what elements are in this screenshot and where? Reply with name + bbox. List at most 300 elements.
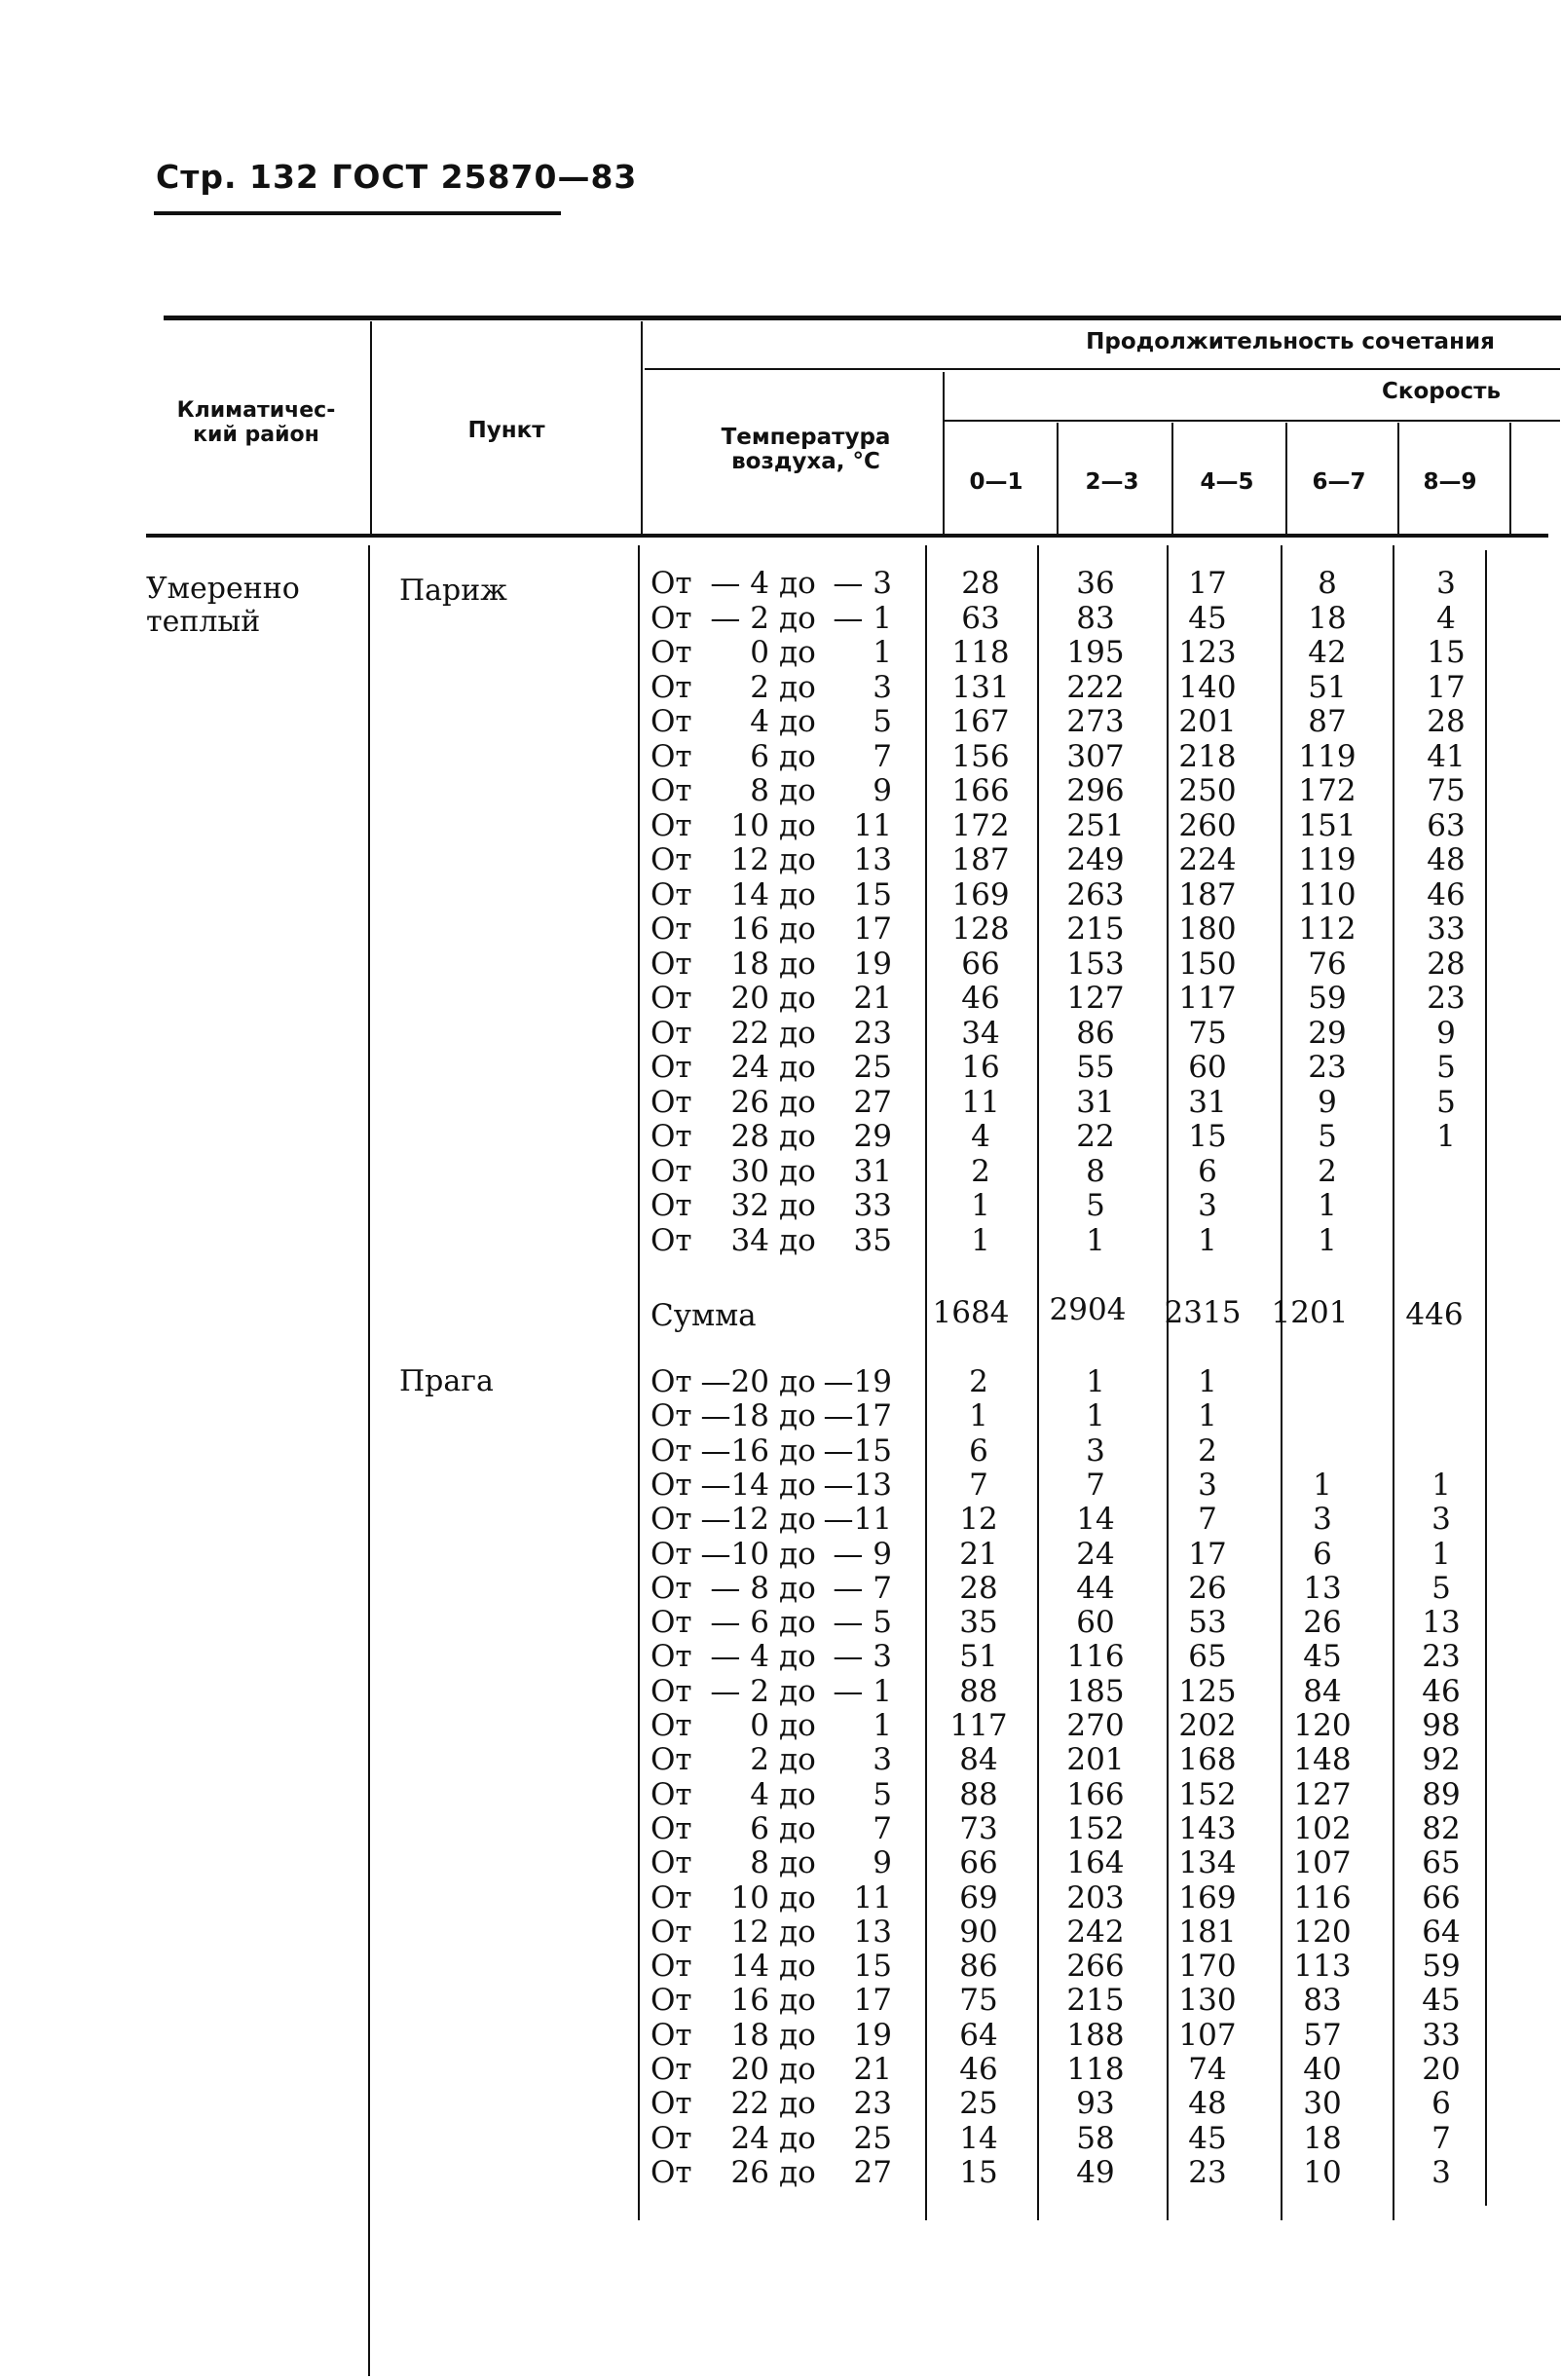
duration-value-speed-2: 260 [1178, 807, 1237, 843]
temp-to-prefix: до [779, 1639, 816, 1675]
table-top-rule [164, 316, 1561, 320]
duration-value-speed-2: 143 [1178, 1810, 1237, 1846]
temp-from-prefix: От [650, 1708, 692, 1743]
duration-value-speed-1: 5 [1086, 1188, 1105, 1223]
temp-from-value: — 6 [710, 1605, 769, 1641]
duration-value-speed-3: 76 [1308, 946, 1347, 982]
duration-value-speed-2: 45 [1188, 2120, 1227, 2156]
speed-col-2: 4—5 [1200, 469, 1254, 495]
duration-value-speed-3: 2 [1318, 1153, 1337, 1189]
temp-to-value: 9 [873, 773, 892, 808]
temp-to-prefix: до [779, 1050, 816, 1085]
duration-value-speed-2: 150 [1178, 946, 1237, 982]
body-divider [368, 545, 370, 2376]
temp-from-value: 26 [730, 1084, 769, 1120]
temp-to-value: — 3 [833, 566, 892, 601]
temp-to-value: — 7 [833, 1570, 892, 1606]
duration-value-speed-4: 33 [1422, 2017, 1461, 2053]
temp-from-value: —16 [700, 1432, 769, 1469]
duration-value-speed-1: 36 [1076, 566, 1115, 601]
duration-value-speed-2: 224 [1178, 842, 1237, 877]
temp-to-value: 3 [873, 1742, 892, 1778]
temp-from-value: 12 [730, 1914, 769, 1950]
temp-from-value: — 2 [710, 1673, 769, 1709]
duration-value-speed-3: 51 [1308, 669, 1347, 705]
sum-value: 1684 [932, 1295, 1010, 1330]
temp-from-value: 4 [750, 704, 769, 739]
temp-to-prefix: до [779, 1810, 816, 1846]
duration-value-speed-0: 28 [961, 566, 1000, 601]
temp-to-value: 15 [853, 1949, 892, 1985]
duration-value-speed-1: 14 [1076, 1502, 1115, 1538]
temp-from-value: 18 [730, 2017, 769, 2053]
duration-value-speed-1: 58 [1076, 2120, 1115, 2156]
duration-value-speed-1: 185 [1066, 1673, 1125, 1709]
duration-value-speed-3: 172 [1298, 773, 1357, 808]
duration-value-speed-0: 34 [961, 1015, 1000, 1051]
duration-value-speed-4: 20 [1422, 2052, 1461, 2087]
temp-to-value: —13 [823, 1467, 892, 1503]
duration-value-speed-0: 28 [959, 1570, 998, 1606]
temp-from-prefix: От [650, 1983, 692, 2019]
temp-from-prefix: От [650, 1845, 692, 1881]
header-divider [1397, 423, 1399, 534]
duration-value-speed-0: 172 [951, 807, 1010, 843]
duration-value-speed-3: 3 [1313, 1502, 1332, 1538]
temp-to-prefix: до [779, 635, 816, 670]
duration-value-speed-0: 88 [959, 1776, 998, 1812]
temp-from-prefix: От [650, 1050, 692, 1085]
duration-value-speed-0: 169 [951, 876, 1010, 912]
temp-to-prefix: до [779, 1673, 816, 1709]
header-divider [1509, 423, 1511, 534]
body-divider [925, 545, 927, 2220]
temp-from-value: — 2 [710, 600, 769, 636]
duration-value-speed-2: 3 [1198, 1467, 1217, 1503]
duration-value-speed-1: 127 [1066, 981, 1125, 1016]
duration-value-speed-4: 3 [1431, 2154, 1451, 2190]
duration-value-speed-3: 120 [1293, 1914, 1352, 1950]
duration-value-speed-1: 249 [1066, 842, 1125, 877]
duration-value-speed-1: 49 [1076, 2154, 1115, 2190]
temp-to-prefix: до [779, 1742, 816, 1778]
duration-value-speed-1: 83 [1076, 600, 1115, 636]
temp-from-prefix: От [650, 566, 692, 601]
duration-value-speed-1: 60 [1076, 1605, 1115, 1641]
temp-to-prefix: до [779, 1949, 816, 1985]
duration-value-speed-3: 116 [1293, 1879, 1352, 1915]
temp-to-prefix: до [779, 2052, 816, 2087]
temp-to-value: — 9 [833, 1536, 892, 1572]
temp-from-prefix: От [650, 704, 692, 739]
duration-value-speed-3: 23 [1308, 1050, 1347, 1085]
duration-value-speed-4: 3 [1431, 1502, 1451, 1538]
duration-value-speed-1: 266 [1066, 1949, 1125, 1985]
temp-to-prefix: до [779, 2017, 816, 2053]
temp-to-prefix: до [779, 1708, 816, 1743]
column-header-region: Климатичес- кий район [176, 398, 336, 447]
duration-value-speed-3: 9 [1318, 1084, 1337, 1120]
duration-value-speed-4: 3 [1436, 566, 1456, 601]
duration-value-speed-1: 22 [1076, 1119, 1115, 1154]
temp-from-prefix: От [650, 1084, 692, 1120]
temp-to-prefix: до [779, 566, 816, 601]
duration-value-speed-1: 93 [1076, 2086, 1115, 2122]
duration-value-speed-0: 131 [951, 669, 1010, 705]
duration-value-speed-2: 31 [1188, 1084, 1227, 1120]
duration-value-speed-3: 8 [1318, 566, 1337, 601]
temp-from-prefix: От [650, 1914, 692, 1950]
duration-value-speed-3: 120 [1293, 1708, 1352, 1743]
duration-value-speed-1: 153 [1066, 946, 1125, 982]
temp-from-value: 12 [730, 842, 769, 877]
temp-to-prefix: до [779, 1845, 816, 1881]
temp-from-prefix: От [650, 1432, 692, 1469]
temp-from-prefix: От [650, 1222, 692, 1258]
duration-value-speed-0: 51 [959, 1639, 998, 1675]
duration-value-speed-4: 92 [1422, 1742, 1461, 1778]
temp-from-value: —20 [700, 1364, 769, 1399]
temp-from-prefix: От [650, 1673, 692, 1709]
temp-from-value: —14 [700, 1467, 769, 1503]
duration-value-speed-4: 1 [1431, 1536, 1451, 1572]
temp-from-prefix: От [650, 2052, 692, 2087]
temp-from-prefix: От [650, 1015, 692, 1051]
duration-value-speed-0: 14 [959, 2120, 998, 2156]
temp-from-prefix: От [650, 635, 692, 670]
duration-value-speed-0: 73 [959, 1810, 998, 1846]
duration-value-speed-1: 152 [1066, 1810, 1125, 1846]
duration-value-speed-0: 2 [969, 1364, 988, 1399]
duration-value-speed-0: 1 [969, 1398, 988, 1434]
temp-from-value: 22 [730, 1015, 769, 1051]
temp-from-prefix: От [650, 1502, 692, 1538]
duration-value-speed-0: 1 [971, 1188, 990, 1223]
duration-value-speed-4: 66 [1422, 1879, 1461, 1915]
temp-from-value: 18 [730, 946, 769, 982]
temp-from-value: 6 [750, 738, 769, 774]
temp-from-prefix: От [650, 1639, 692, 1675]
duration-value-speed-3: 119 [1298, 842, 1357, 877]
duration-value-speed-2: 250 [1178, 773, 1237, 808]
duration-value-speed-1: 31 [1076, 1084, 1115, 1120]
duration-value-speed-0: 117 [949, 1708, 1008, 1743]
duration-value-speed-2: 6 [1198, 1153, 1217, 1189]
temp-to-value: 23 [853, 1015, 892, 1051]
temp-to-prefix: до [779, 600, 816, 636]
sum-value: 2315 [1164, 1295, 1242, 1330]
temp-from-value: 20 [730, 981, 769, 1016]
duration-value-speed-3: 148 [1293, 1742, 1352, 1778]
duration-value-speed-3: 59 [1308, 981, 1347, 1016]
temp-from-value: 0 [750, 1708, 769, 1743]
temp-from-prefix: От [650, 1188, 692, 1223]
duration-value-speed-4: 98 [1422, 1708, 1461, 1743]
duration-group-rule [645, 368, 1560, 370]
temp-from-value: 2 [750, 1742, 769, 1778]
duration-value-speed-4: 9 [1436, 1015, 1456, 1051]
duration-value-speed-2: 45 [1188, 600, 1227, 636]
temp-from-value: 10 [730, 1879, 769, 1915]
duration-value-speed-2: 134 [1178, 1845, 1237, 1881]
temp-to-prefix: до [779, 2086, 816, 2122]
duration-value-speed-1: 270 [1066, 1708, 1125, 1743]
duration-value-speed-3: 29 [1308, 1015, 1347, 1051]
temp-from-value: 14 [730, 876, 769, 912]
duration-value-speed-4: 5 [1431, 1570, 1451, 1606]
temp-to-prefix: до [779, 1084, 816, 1120]
temp-from-prefix: От [650, 773, 692, 808]
temp-to-value: 5 [873, 704, 892, 739]
duration-value-speed-0: 35 [959, 1605, 998, 1641]
temp-to-prefix: до [779, 1879, 816, 1915]
temp-from-value: 6 [750, 1810, 769, 1846]
temp-from-value: — 4 [710, 1639, 769, 1675]
duration-value-speed-4: 6 [1431, 2086, 1451, 2122]
duration-value-speed-0: 187 [951, 842, 1010, 877]
duration-value-speed-2: 168 [1178, 1742, 1237, 1778]
temp-to-prefix: до [779, 1536, 816, 1572]
temp-from-value: —10 [700, 1536, 769, 1572]
temp-to-prefix: до [779, 1432, 816, 1469]
speed-col-4: 8—9 [1423, 469, 1477, 495]
duration-value-speed-3: 112 [1298, 911, 1357, 947]
duration-value-speed-3: 107 [1293, 1845, 1352, 1881]
duration-value-speed-1: 222 [1066, 669, 1125, 705]
temp-to-value: 7 [873, 1810, 892, 1846]
temp-from-value: 24 [730, 2120, 769, 2156]
speed-col-0: 0—1 [969, 469, 1023, 495]
duration-value-speed-3: 102 [1293, 1810, 1352, 1846]
temp-from-prefix: От [650, 911, 692, 947]
temp-from-prefix: От [650, 1776, 692, 1812]
duration-value-speed-0: 11 [961, 1084, 1000, 1120]
duration-value-speed-2: 15 [1188, 1119, 1227, 1154]
body-divider [1037, 545, 1039, 2220]
temp-from-prefix: От [650, 842, 692, 877]
duration-value-speed-1: 116 [1066, 1639, 1125, 1675]
temp-from-value: 22 [730, 2086, 769, 2122]
temp-from-value: 14 [730, 1949, 769, 1985]
temp-to-prefix: до [779, 669, 816, 705]
temp-from-value: 32 [730, 1188, 769, 1223]
duration-value-speed-4: 17 [1427, 669, 1466, 705]
temp-to-value: 27 [853, 1084, 892, 1120]
duration-value-speed-1: 7 [1086, 1467, 1105, 1503]
duration-value-speed-0: 90 [959, 1914, 998, 1950]
temp-to-value: 11 [853, 807, 892, 843]
duration-value-speed-0: 86 [959, 1949, 998, 1985]
temp-to-prefix: до [779, 1153, 816, 1189]
temp-to-value: 13 [853, 842, 892, 877]
temp-to-value: —11 [823, 1502, 892, 1538]
temp-from-value: 10 [730, 807, 769, 843]
duration-value-speed-4: 23 [1427, 981, 1466, 1016]
duration-value-speed-2: 218 [1178, 738, 1237, 774]
duration-value-speed-3: 26 [1303, 1605, 1342, 1641]
duration-value-speed-2: 117 [1178, 981, 1237, 1016]
temp-to-prefix: до [779, 1364, 816, 1399]
duration-value-speed-1: 273 [1066, 704, 1125, 739]
duration-value-speed-2: 123 [1178, 635, 1237, 670]
duration-value-speed-2: 60 [1188, 1050, 1227, 1085]
temp-to-prefix: до [779, 807, 816, 843]
duration-value-speed-3: 42 [1308, 635, 1347, 670]
duration-value-speed-4: 7 [1431, 2120, 1451, 2156]
temp-to-prefix: до [779, 1502, 816, 1538]
temp-to-prefix: до [779, 1222, 816, 1258]
duration-value-speed-1: 55 [1076, 1050, 1115, 1085]
temp-to-value: 1 [873, 1708, 892, 1743]
temp-from-prefix: От [650, 1119, 692, 1154]
duration-value-speed-4: 64 [1422, 1914, 1461, 1950]
header-divider [943, 372, 945, 534]
duration-value-speed-3: 87 [1308, 704, 1347, 739]
duration-value-speed-2: 23 [1188, 2154, 1227, 2190]
duration-value-speed-4: 13 [1422, 1605, 1461, 1641]
duration-value-speed-2: 48 [1188, 2086, 1227, 2122]
duration-value-speed-0: 166 [951, 773, 1010, 808]
header-divider [1057, 423, 1059, 534]
temp-from-prefix: От [650, 981, 692, 1016]
temp-to-prefix: до [779, 1398, 816, 1434]
duration-value-speed-2: 1 [1198, 1364, 1217, 1399]
temp-from-prefix: От [650, 946, 692, 982]
temp-from-prefix: От [650, 600, 692, 636]
temp-from-value: 16 [730, 911, 769, 947]
duration-value-speed-2: 26 [1188, 1570, 1227, 1606]
duration-value-speed-2: 201 [1178, 704, 1237, 739]
duration-value-speed-4: 45 [1422, 1983, 1461, 2019]
duration-value-speed-0: 7 [969, 1467, 988, 1503]
duration-value-speed-2: 65 [1188, 1639, 1227, 1675]
duration-value-speed-3: 127 [1293, 1776, 1352, 1812]
duration-value-speed-4: 5 [1436, 1050, 1456, 1085]
temp-from-value: 34 [730, 1222, 769, 1258]
temp-from-prefix: От [650, 1364, 692, 1399]
duration-value-speed-0: 25 [959, 2086, 998, 2122]
table-header-bottom-rule [146, 534, 1548, 538]
temp-from-value: 2 [750, 669, 769, 705]
temp-to-value: 19 [853, 2017, 892, 2053]
duration-value-speed-4: 48 [1427, 842, 1466, 877]
temp-to-value: 11 [853, 1879, 892, 1915]
duration-value-speed-2: 17 [1188, 1536, 1227, 1572]
duration-value-speed-0: 1 [971, 1222, 990, 1258]
temp-from-value: 20 [730, 2052, 769, 2087]
duration-value-speed-1: 1 [1086, 1364, 1105, 1399]
temp-from-value: 26 [730, 2154, 769, 2190]
temp-to-value: 25 [853, 1050, 892, 1085]
sum-value: 2904 [1049, 1292, 1127, 1327]
duration-value-speed-4: 33 [1427, 911, 1466, 947]
duration-value-speed-4: 46 [1422, 1673, 1461, 1709]
duration-value-speed-3: 151 [1298, 807, 1357, 843]
temp-to-value: 13 [853, 1914, 892, 1950]
temp-to-prefix: до [779, 1015, 816, 1051]
temp-to-prefix: до [779, 773, 816, 808]
temp-from-value: 28 [730, 1119, 769, 1154]
temp-from-prefix: От [650, 738, 692, 774]
duration-value-speed-0: 84 [959, 1742, 998, 1778]
duration-value-speed-0: 46 [961, 981, 1000, 1016]
duration-value-speed-3: 1 [1313, 1467, 1332, 1503]
duration-value-speed-1: 215 [1066, 911, 1125, 947]
temp-to-value: 5 [873, 1776, 892, 1812]
header-divider [1285, 423, 1287, 534]
duration-value-speed-4: 23 [1422, 1639, 1461, 1675]
duration-value-speed-0: 128 [951, 911, 1010, 947]
temp-to-prefix: до [779, 876, 816, 912]
duration-value-speed-4: 1 [1431, 1467, 1451, 1503]
temp-from-prefix: От [650, 1742, 692, 1778]
temp-to-prefix: до [779, 911, 816, 947]
duration-value-speed-2: 1 [1198, 1398, 1217, 1434]
duration-value-speed-3: 110 [1298, 876, 1357, 912]
sum-value: 446 [1405, 1297, 1464, 1332]
header-rule [154, 211, 561, 215]
body-divider [638, 545, 640, 2220]
temp-to-value: — 3 [833, 1639, 892, 1675]
duration-value-speed-0: 66 [959, 1845, 998, 1881]
temp-to-prefix: до [779, 981, 816, 1016]
temp-to-value: 9 [873, 1845, 892, 1881]
duration-value-speed-3: 30 [1303, 2086, 1342, 2122]
duration-value-speed-0: 75 [959, 1983, 998, 2019]
temp-to-prefix: до [779, 1914, 816, 1950]
duration-value-speed-0: 156 [951, 738, 1010, 774]
duration-value-speed-1: 307 [1066, 738, 1125, 774]
temp-from-value: 4 [750, 1776, 769, 1812]
duration-value-speed-4: 63 [1427, 807, 1466, 843]
speed-col-3: 6—7 [1312, 469, 1366, 495]
duration-value-speed-3: 1 [1318, 1188, 1337, 1223]
duration-value-speed-4: 1 [1436, 1119, 1456, 1154]
temp-to-value: —17 [823, 1398, 892, 1434]
duration-value-speed-1: 3 [1086, 1432, 1105, 1469]
page-header: Стр. 132 ГОСТ 25870—83 [156, 158, 638, 196]
duration-value-speed-2: 53 [1188, 1605, 1227, 1641]
duration-value-speed-2: 130 [1178, 1983, 1237, 2019]
duration-value-speed-0: 15 [959, 2154, 998, 2190]
climatic-region: Умеренно теплый [146, 572, 300, 639]
city-prague: Прага [399, 1364, 494, 1398]
temp-to-value: 21 [853, 2052, 892, 2087]
duration-value-speed-3: 5 [1318, 1119, 1337, 1154]
temp-to-prefix: до [779, 1776, 816, 1812]
temp-to-prefix: до [779, 704, 816, 739]
temp-to-value: 27 [853, 2154, 892, 2190]
duration-value-speed-3: 83 [1303, 1983, 1342, 2019]
temp-to-value: 33 [853, 1188, 892, 1223]
duration-value-speed-2: 107 [1178, 2017, 1237, 2053]
duration-value-speed-0: 4 [971, 1119, 990, 1154]
duration-value-speed-0: 46 [959, 2052, 998, 2087]
duration-value-speed-2: 170 [1178, 1949, 1237, 1985]
temp-to-prefix: до [779, 1188, 816, 1223]
duration-value-speed-1: 195 [1066, 635, 1125, 670]
temp-from-prefix: От [650, 2086, 692, 2122]
temp-from-value: 24 [730, 1050, 769, 1085]
group-header-speed: Скорость [1381, 379, 1502, 404]
temp-to-prefix: до [779, 1570, 816, 1606]
temp-from-prefix: От [650, 669, 692, 705]
duration-value-speed-3: 113 [1293, 1949, 1352, 1985]
temp-to-value: — 1 [833, 1673, 892, 1709]
temp-to-value: 31 [853, 1153, 892, 1189]
duration-value-speed-3: 6 [1313, 1536, 1332, 1572]
duration-value-speed-0: 2 [971, 1153, 990, 1189]
